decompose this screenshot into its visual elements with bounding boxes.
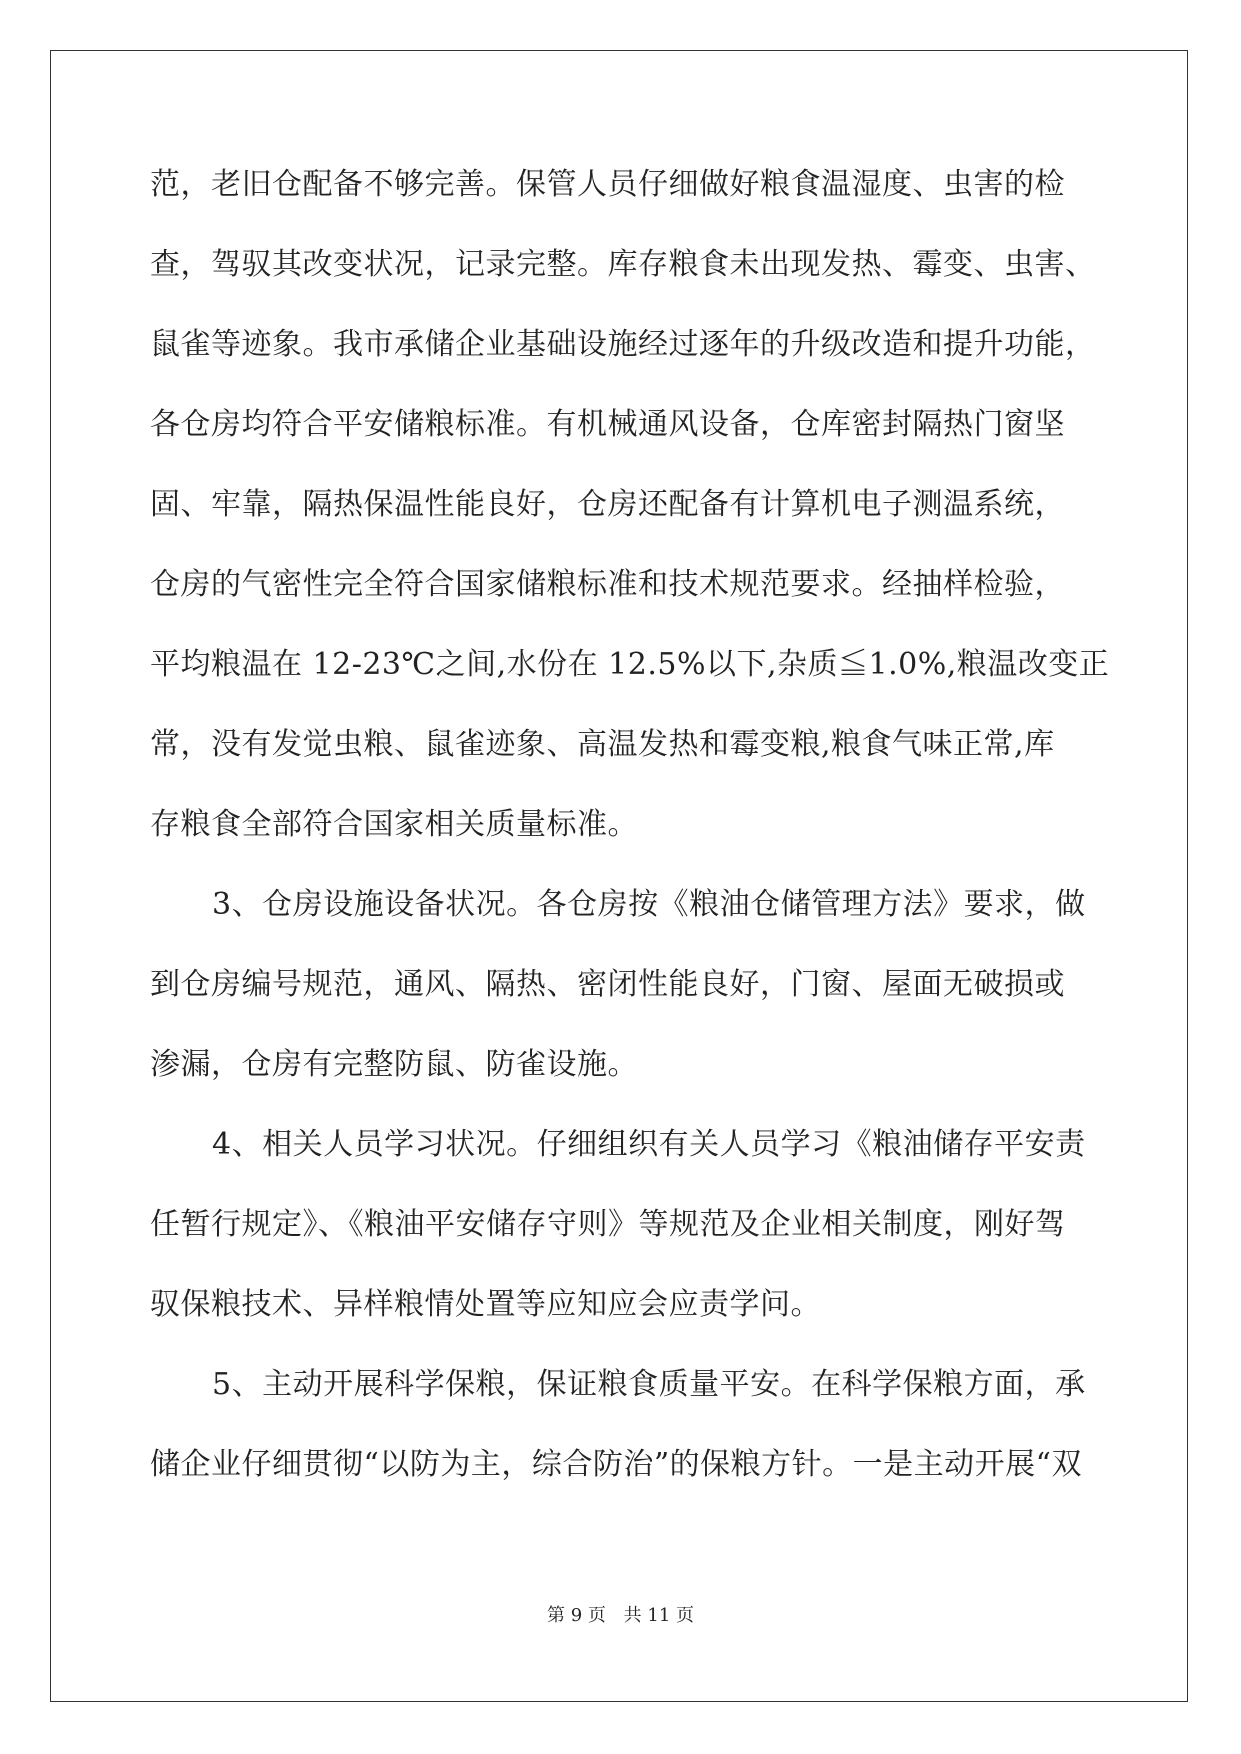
text-line: 储企业仔细贯彻“以防为主，综合防治”的保粮方针。一是主动开展“双: [150, 1447, 1083, 1482]
paragraph-5-start: 5、主动开展科学保粮，保证粮食质量平安。在科学保粮方面，承: [212, 1367, 1086, 1402]
text-line: 各仓房均符合平安储粮标准。有机械通风设备，仓库密封隔热门窗坚: [150, 407, 1065, 442]
text-line: 固、牢靠，隔热保温性能良好，仓房还配备有计算机电子测温系统，: [150, 487, 1065, 522]
text-line: 仓房的气密性完全符合国家储粮标准和技术规范要求。经抽样检验，: [150, 567, 1065, 602]
text-line: 渗漏，仓房有完整防鼠、防雀设施。: [150, 1047, 638, 1082]
text-line: 驭保粮技术、异样粮情处置等应知应会应责学问。: [150, 1287, 821, 1322]
page-number: 第 9 页: [547, 1605, 606, 1626]
text-line: 任暂行规定》、《粮油平安储存守则》等规范及企业相关制度，刚好驾: [150, 1207, 1066, 1242]
document-body: [150, 163, 1110, 1523]
page-footer: [0, 1601, 1241, 1627]
paragraph-3-start: 3、仓房设施设备状况。各仓房按《粮油仓储管理方法》要求，做: [212, 887, 1086, 922]
page-total: 共 11 页: [623, 1605, 694, 1626]
text-line: 范，老旧仓配备不够完善。保管人员仔细做好粮食温湿度、虫害的检: [150, 167, 1065, 202]
paragraph-4-start: 4、相关人员学习状况。仔细组织有关人员学习《粮油储存平安责: [212, 1127, 1086, 1162]
text-line: 到仓房编号规范，通风、隔热、密闭性能良好，门窗、屋面无破损或: [150, 967, 1065, 1002]
text-line: 存粮食全部符合国家相关质量标准。: [150, 807, 638, 842]
text-line: 查，驾驭其改变状况，记录完整。库存粮食未出现发热、霉变、虫害、: [150, 247, 1096, 282]
text-line: 常，没有发觉虫粮、鼠雀迹象、高温发热和霉变粮,粮食气味正常,库: [150, 727, 1055, 762]
text-line: 平均粮温在 12-23℃之间,水份在 12.5%以下,杂质≦1.0%,粮温改变正: [150, 647, 1110, 682]
text-line: 鼠雀等迹象。我市承储企业基础设施经过逐年的升级改造和提升功能，: [150, 327, 1096, 362]
